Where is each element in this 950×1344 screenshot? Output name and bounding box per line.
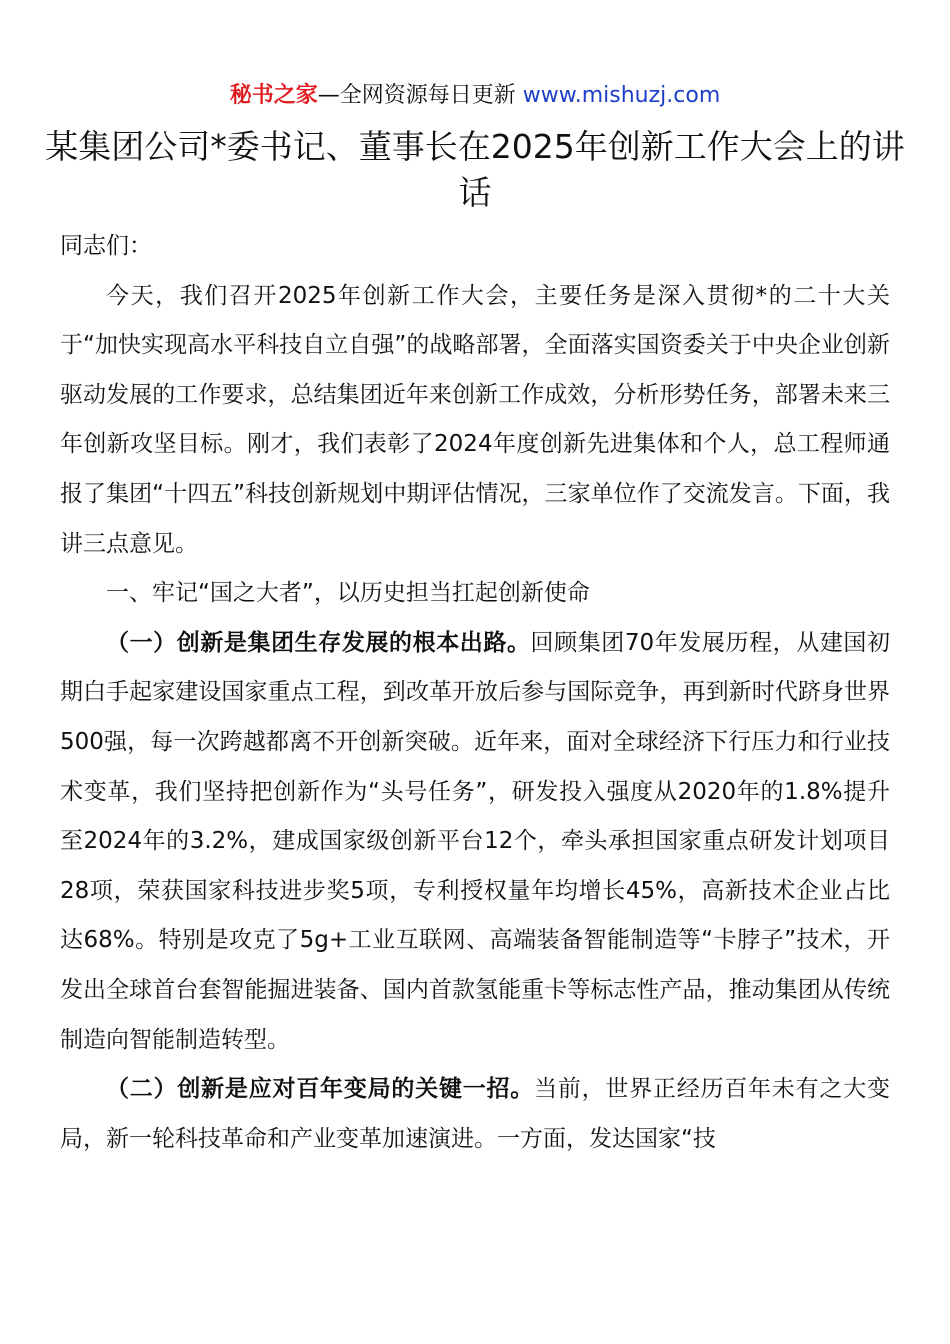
banner-url-link[interactable]: www.mishuzj.com [522,83,721,108]
banner-tagline: —全网资源每日更新 [317,83,523,108]
section-heading-1: 一、牢记“国之大者”，以历史担当扛起创新使命 [106,580,590,607]
document-title: 某集团公司*委书记、董事长在2025年创新工作大会上的讲话 [45,127,905,212]
subsection-text-1: 回顾集团70年发展历程，从建国初期白手起家建设国家重点工程，到改革开放后参与国际竞争，再到新时代跻身世界500强，每一次跨越都离不开创新突破。近年来，面对全球经济下行压力和行业技术变革，我们坚持把创新作为“头号任务”，研发投入强度从2020年的1.8%提升至2024年的3.2%，建成国家级创新平台12个，牵头承担国家重点研发计划项目28项，荣获国家科技进步奖5项，专利授权量年均增长45%，高新技术企业占比达68%。特别是攻克了5g+工业互联网、高端装备智能制造等“卡脖子”技术，开发出全球首台套智能掘进装备、国内首款氢能重卡等标志性产品，推动集团从传统制造向智能制造转型。 [60,629,890,1053]
greeting: 同志们： [60,233,152,259]
subsection-heading-2: （二）创新是应对百年变局的关键一招。 [106,1076,535,1103]
subsection-text-2: 当前，世界正经历百年未有之大变局，新一轮科技革命和产业变革加速演进。一方面，发达国家“技 [60,1076,890,1152]
subsection-paragraph-2 [60,1065,890,1164]
subsection-paragraph-1 [60,619,890,1065]
brand-name: 秘书之家 [229,83,318,108]
site-banner [0,80,950,112]
subsection-heading-1: （一）创新是集团生存发展的根本出路。 [106,629,531,656]
document-body [60,222,890,1164]
intro-paragraph: 今天，我们召开2025年创新工作大会，主要任务是深入贯彻*的二十大关于“加快实现高水平科技自立自强”的战略部署，全面落实国资委关于中央企业创新驱动发展的工作要求，总结集团近年来创新工作成效，分析形势任务，部署未来三年创新攻坚目标。刚才，我们表彰了2024年度创新先进集体和个人，总工程师通报了集团“十四五”科技创新规划中期评估情况，三家单位作了交流发言。下面，我讲三点意见。 [60,282,890,557]
